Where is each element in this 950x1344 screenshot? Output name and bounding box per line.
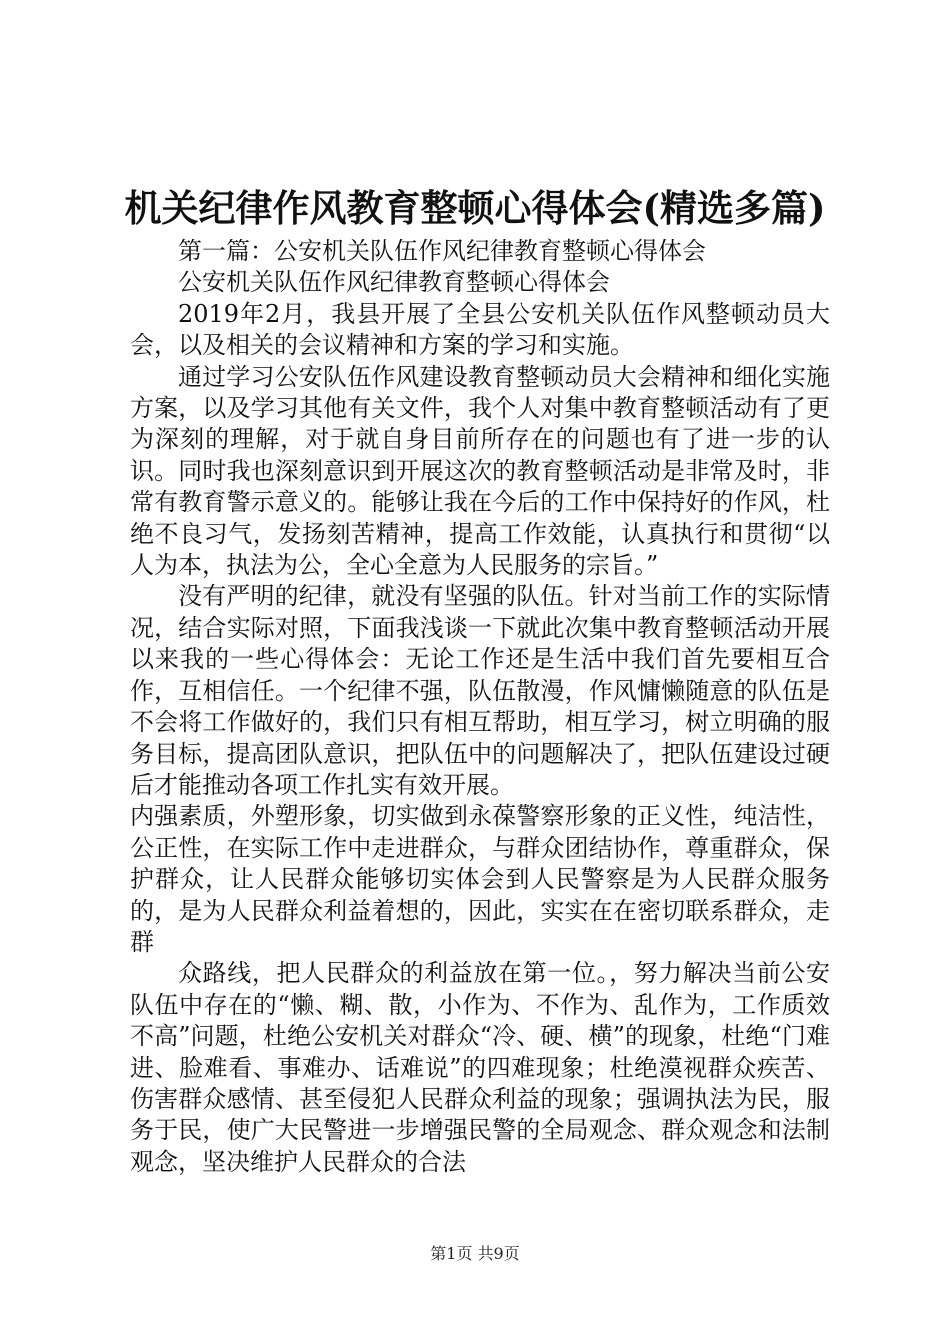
document-title: 机关纪律作风教育整顿心得体会(精选多篇) (124, 186, 826, 230)
section-heading: 第一篇：公安机关队伍作风纪律教育整顿心得体会 (178, 237, 706, 265)
paragraph: 内强素质，外塑形象，切实做到永葆警察形象的正义性，纯洁性，公正性，在实际工作中走进群众，与群众团结协作，尊重群众，保护群众，让人民群众能够切实体会到人民警察是为人民群众服务的，是为人民群众利益着想的，因此，实实在在密切联系群众，走群 (130, 802, 830, 956)
paragraph: 众路线，把人民群众的利益放在第一位。，努力解决当前公安队伍中存在的“懒、糊、散，小作为、不作为、乱作为，工作质效不高”问题，杜绝公安机关对群众“冷、硬、横”的现象，杜绝“门难进、脸难看、事难办、话难说”的四难现象；杜绝漠视群众疾苦、伤害群众感情、甚至侵犯人民群众利益的现象；强调执法为民，服务于民，使广大民警进一步增强民警的全局观念、群众观念和法制观念，坚决维护人民群众的合法 (130, 959, 830, 1176)
paragraph: 通过学习公安队伍作风建设教育整顿动员大会精神和细化实施方案，以及学习其他有关文件，我个人对集中教育整顿活动有了更为深刻的理解，对于就自身目前所存在的问题也有了进一步的认识。同时我也深刻意识到开展这次的教育整顿活动是非常及时，非常有教育警示意义的。能够让我在今后的工作中保持好的作风，杜绝不良习气，发扬刻苦精神，提高工作效能，认真执行和贯彻“以人为本，执法为公，全心全意为人民服务的宗旨。” (130, 362, 830, 580)
article-subtitle: 公安机关队伍作风纪律教育整顿心得体会 (178, 268, 610, 297)
paragraph: 没有严明的纪律，就没有坚强的队伍。针对当前工作的实际情况，结合实际对照，下面我浅谈一下就此次集中教育整顿活动开展以来我的一些心得体会：无论工作还是生活中我们首先要相互合作，互相信任。一个纪律不强，队伍散漫，作风慵懒随意的队伍是不会将工作做好的，我们只有相互帮助，相互学习，树立明确的服务目标，提高团队意识，把队伍中的问题解决了，把队伍建设过硬后才能推动各项工作扎实有效开展。 (130, 582, 830, 799)
document-body (130, 236, 830, 1178)
paragraph: 2019年2月，我县开展了全县公安机关队伍作风整顿动员大会，以及相关的会议精神和方案的学习和实施。 (130, 299, 830, 360)
page-footer: 第1页 共9页 (430, 1244, 520, 1263)
